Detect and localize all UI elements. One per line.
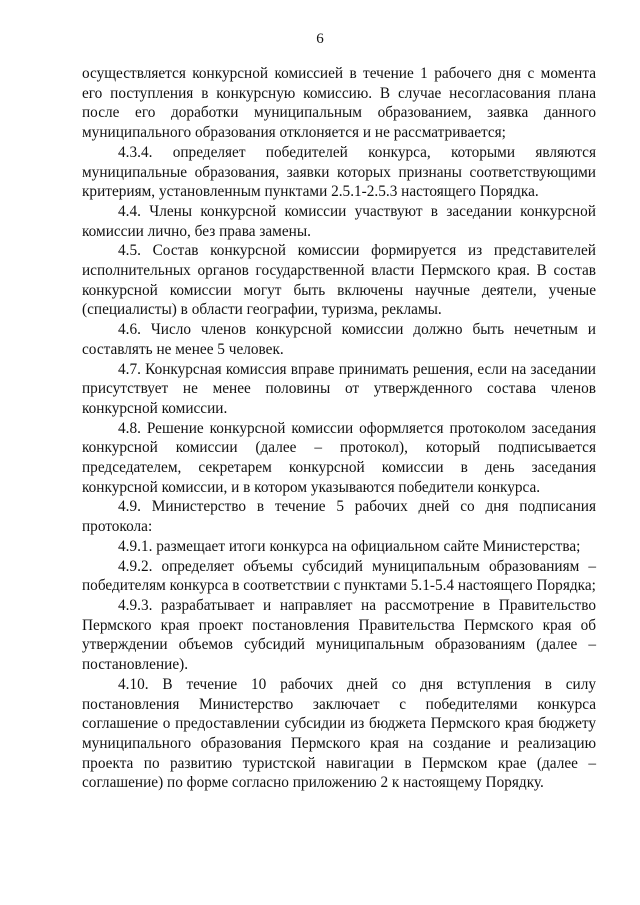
page-number: 6 xyxy=(316,31,324,47)
paragraph-4-9: 4.9. Министерство в течение 5 рабочих дней со дня подписания протокола: xyxy=(82,498,596,536)
paragraph-4-9-1: 4.9.1. размещает итоги конкурса на официальном сайте Министерства; xyxy=(118,537,581,555)
paragraph-4-8: 4.8. Решение конкурсной комиссии оформляется протоколом заседания конкурсной комиссии (далее – протокол), который подписывается председателем, секретарем конкурсной комиссии в день заседания конкурсной комиссии, и в котором указываются победители конкурса. xyxy=(82,419,596,496)
document-body xyxy=(82,64,596,793)
paragraph-continuation: осуществляется конкурсной комиссией в течение 1 рабочего дня с момента его поступления в конкурсную комиссию. В случае несогласования плана после его доработки муниципальным образованием, заявка данного муниципального образования отклоняется и не рассматривается; xyxy=(82,65,596,142)
paragraph-4-9-2: 4.9.2. определяет объемы субсидий муниципальным образованиям – победителям конкурса в соответствии с пунктами 5.1-5.4 настоящего Порядка; xyxy=(82,557,596,595)
paragraph-4-9-3: 4.9.3. разрабатывает и направляет на рассмотрение в Правительство Пермского края проект постановления Правительства Пермского края об утверждении объемов субсидий муниципальным образованиям (далее – постановление). xyxy=(82,596,596,674)
paragraph-4-4: 4.4. Члены конкурсной комиссии участвуют в заседании конкурсной комиссии лично, без права замены. xyxy=(82,202,596,240)
paragraph-4-6: 4.6. Число членов конкурсной комиссии должно быть нечетным и составлять не менее 5 человек. xyxy=(82,321,596,358)
paragraph-4-5: 4.5. Состав конкурсной комиссии формируется из представителей исполнительных органов государственной власти Пермского края. В состав конкурсной комиссии могут быть включены научные деятели, ученые (специалисты) в области географии, туризма, рекламы. xyxy=(82,242,596,319)
paragraph-4-7: 4.7. Конкурсная комиссия вправе принимать решения, если на заседании присутствует не менее половины от утвержденного состава членов конкурсной комиссии. xyxy=(82,360,596,417)
paragraph-4-3-4: 4.3.4. определяет победителей конкурса, которыми являются муниципальные образования, заявки которых признаны соответствующими критериям, установленным пунктами 2.5.1-2.5.3 настоящего Порядка. xyxy=(82,143,596,201)
paragraph-4-10: 4.10. В течение 10 рабочих дней со дня вступления в силу постановления Министерство заключает с победителями конкурса соглашение о предоставлении субсидии из бюджета Пермского края бюджету муниципального образования Пермского края на создание и реализацию проекта по развитию туристской навигации в Пермском крае (далее – соглашение) по форме согласно приложению 2 к настоящему Порядку. xyxy=(82,675,596,792)
